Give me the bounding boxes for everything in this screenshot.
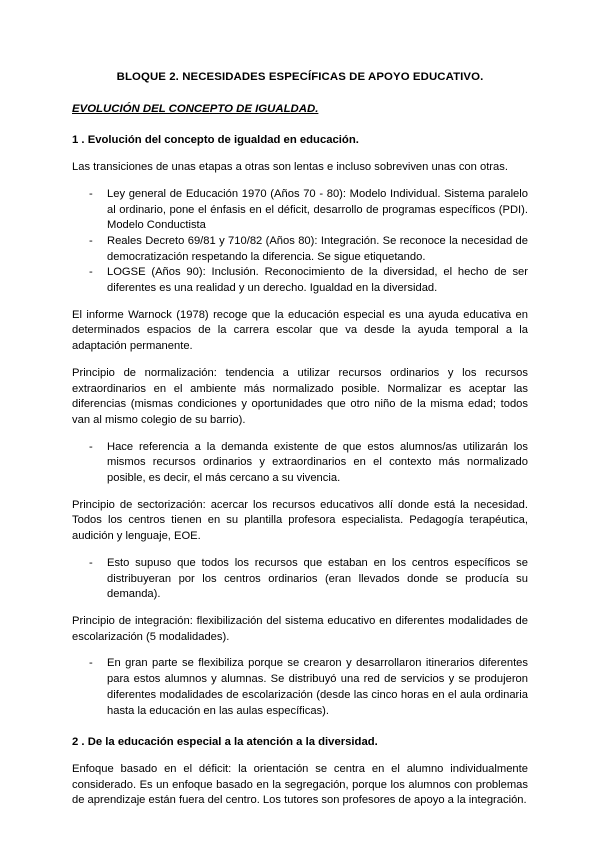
- dash-marker: -: [89, 556, 93, 569]
- integracion-list: [72, 656, 528, 719]
- dash-marker: -: [89, 266, 93, 279]
- list-item: - Esto supuso que todos los recursos que estaban en los centros específicos se distribuyeran por los centros ordinarios (eran llevados donde se producía su demanda).: [89, 556, 528, 601]
- dash-marker: -: [89, 187, 93, 200]
- list-item: - En gran parte se flexibiliza porque se crearon y desarrollaron itinerarios diferentes para estos alumnos y alumnas. Se distribuyó una red de servicios y se produjeron diferentes modalidades de escolarización (desde las cinco horas en el aula ordinaria hasta la educación en las aulas específicas).: [89, 657, 528, 717]
- document-title: BLOQUE 2. NECESIDADES ESPECÍFICAS DE APOYO EDUCATIVO.: [116, 71, 484, 83]
- list-item: - Hace referencia a la demanda existente de que estos alumnos/as utilizarán los mismos recursos ordinarios y extraordinarios en el contexto más normalizado posible, es decir, el más cercano a su vivencia.: [89, 440, 528, 485]
- list-item: - Ley general de Educación 1970 (Años 70 - 80): Modelo Individual. Sistema paralelo al ordinario, pone el énfasis en el déficit, desarrollo de programas específicos (PDI). Modelo Conductista: [89, 187, 528, 232]
- sectorizacion-list: [72, 556, 528, 603]
- models-list: [72, 187, 528, 297]
- warnock-paragraph: El informe Warnock (1978) recoge que la educación especial es una ayuda educativa en determinados espacios de la carrera escolar que va desde la ayuda temporal a la adaptación permanente.: [72, 308, 528, 353]
- section-1-intro: Las transiciones de unas etapas a otras son lentas e incluso sobreviven unas con otras.: [72, 161, 508, 174]
- sectorizacion-paragraph: Principio de sectorización: acercar los recursos educativos allí donde está la necesidad. Todos los centros tienen en su plantilla profesora especialista. Pedagogía terapéutica, audición y lenguaje, EOE.: [72, 498, 528, 543]
- dash-marker: -: [89, 440, 93, 453]
- normalizacion-list: [72, 440, 528, 487]
- normalizacion-paragraph: Principio de normalización: tendencia a utilizar recursos ordinarios y los recursos extraordinarios en el ambiente más normalizado posible. Normalizar es aceptar las diferencias (mismas condiciones y oportunidades que otro niño de la misma edad; todos van al mismo colegio de su barrio).: [72, 366, 528, 426]
- enfoque-paragraph: Enfoque basado en el déficit: la orientación se centra en el alumno individualmente considerado. Es un enfoque basado en la segregación, porque los alumnos con problemas de aprendizaje están fuera del centro. Los tutores son profesores de apoyo a la integración.: [72, 762, 528, 807]
- dash-marker: -: [89, 657, 93, 670]
- section-1-heading: 1 . Evolución del concepto de igualdad en educación.: [72, 134, 359, 147]
- document-page: [72, 70, 528, 809]
- integracion-paragraph: Principio de integración: flexibilización del sistema educativo en diferentes modalidades de escolarización (5 modalidades).: [72, 614, 528, 643]
- list-item: - LOGSE (Años 90): Inclusión. Reconocimiento de la diversidad, el hecho de ser diferentes es una realidad y un derecho. Igualdad en la diversidad.: [89, 266, 528, 295]
- list-item: - Reales Decreto 69/81 y 710/82 (Años 80): Integración. Se reconoce la necesidad de democratización respetando la diferencia. Se sigue etiquetando.: [89, 234, 528, 263]
- section-2-heading: 2 . De la educación especial a la atención a la diversidad.: [72, 736, 378, 749]
- dash-marker: -: [89, 234, 93, 247]
- document-subtitle: EVOLUCIÓN DEL CONCEPTO DE IGUALDAD.: [72, 102, 319, 115]
